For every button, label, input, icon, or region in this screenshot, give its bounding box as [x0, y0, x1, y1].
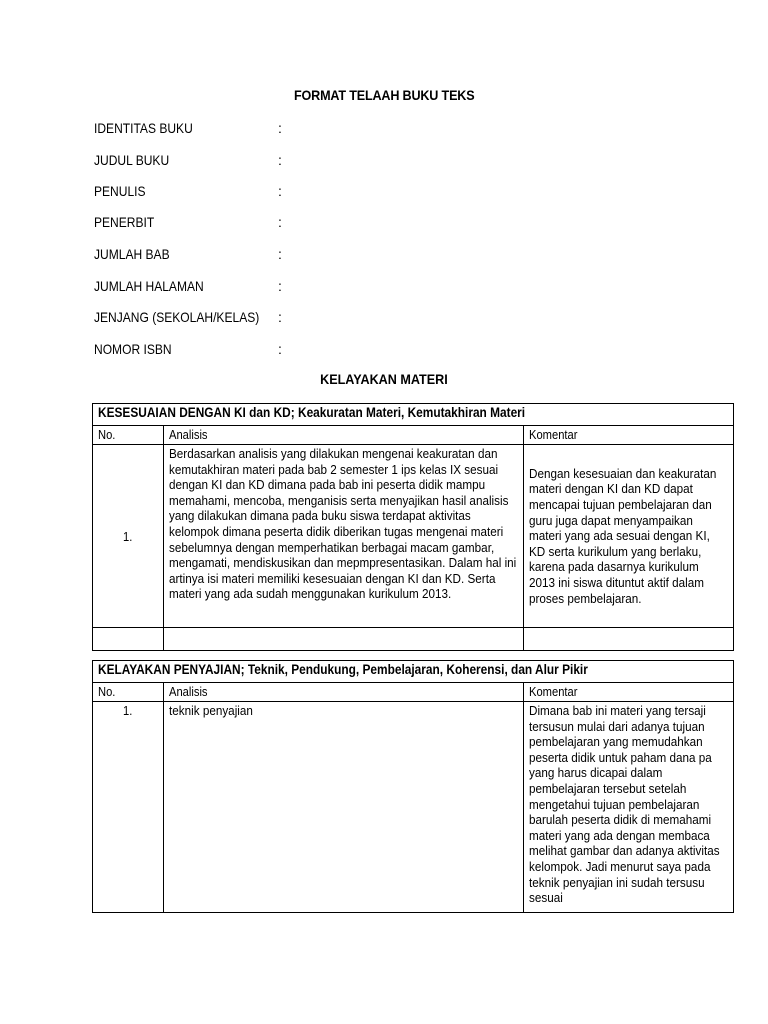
ident-colon: :	[278, 183, 282, 199]
ident-label: PENERBIT	[94, 214, 155, 230]
ident-label: JENJANG (SEKOLAH/KELAS)	[94, 309, 260, 325]
ident-row-penulis	[94, 182, 334, 200]
table-header-row	[93, 404, 734, 426]
table-header-row	[93, 661, 734, 683]
ident-colon: :	[278, 152, 282, 168]
row-number: 1.	[93, 445, 164, 628]
table-header: KELAYAKAN PENYAJIAN; Teknik, Pendukung, Pembelajaran, Koherensi, dan Alur Pikir	[93, 661, 734, 683]
empty-cell	[93, 628, 164, 651]
ident-row-jenjang	[94, 308, 334, 326]
ident-row-isbn	[94, 340, 334, 358]
ident-colon: :	[278, 214, 282, 230]
ident-row-identitas	[94, 119, 334, 137]
ident-row-jumlah-bab	[94, 245, 334, 263]
ident-label: JUDUL BUKU	[94, 152, 170, 168]
ident-colon: :	[278, 120, 282, 136]
column-header-row	[93, 426, 734, 445]
table-kesesuaian	[92, 403, 734, 651]
row-analisis: Berdasarkan analisis yang dilakukan mengenai keakuratan dan kemutakhiran materi pada bab 2 semester 1 ips kelas IX sesuai dengan KI dan KD dimana pada bab ini peserta didik mampu memahami, mencoba, menganisis serta menyajikan hasil analisis yang dilakukan dimana pada buku siswa terdapat aktivitas kelompok dimana peserta didik diberikan tugas mengenai materi sebelumnya dengan memperhatikan berbagai macam gambar, mengamati, mendiskusikan dan mepmpresentasikan. Dalam hal ini artinya isi materi memiliki kesesuaian dengan KI dan KD. Serta materi yang ada sudah menggunakan kurikulum 2013.	[164, 445, 524, 628]
col-analisis-header: Analisis	[164, 426, 524, 445]
table-row-empty	[93, 628, 734, 651]
ident-row-jumlah-halaman	[94, 277, 334, 295]
ident-label: JUMLAH BAB	[94, 246, 170, 262]
column-header-row	[93, 683, 734, 702]
ident-label: PENULIS	[94, 183, 146, 199]
row-komentar: Dimana bab ini materi yang tersaji tersusun mulai dari adanya tujuan pembelajaran yang memudahkan peserta didik untuk paham dana pa yang harus dicapai dalam pembelajaran tersebut setelah mengetahui tujuan pembelajaran barulah peserta didik di memahami materi yang ada dengan membaca melihat gambar dan adanya aktivitas kelompok. Jadi menurut saya pada teknik penyajian ini sudah tersusu sesuai	[524, 702, 734, 913]
row-komentar: Dengan kesesuaian dan keakuratan materi dengan KI dan KD dapat mencapai tujuan pembelajaran dan guru juga dapat menyampaikan materi yang ada sesuai dengan KI, KD serta kurikulum yang berlaku, karena pada dasarnya kurikulum 2013 ini siswa dituntut aktif dalam proses pembelajaran.	[524, 445, 734, 628]
ident-colon: :	[278, 278, 282, 294]
row-analisis: teknik penyajian	[164, 702, 524, 913]
document-title: FORMAT TELAAH BUKU TEKS	[293, 87, 475, 103]
col-no-header: No.	[93, 426, 164, 445]
section-title: KELAYAKAN MATERI	[320, 371, 448, 387]
ident-label: IDENTITAS BUKU	[94, 120, 193, 136]
col-no-header: No.	[93, 683, 164, 702]
ident-colon: :	[278, 341, 282, 357]
col-komentar-header: Komentar	[524, 683, 734, 702]
ident-row-judul	[94, 151, 334, 169]
table-row	[93, 702, 734, 913]
ident-label: NOMOR ISBN	[94, 341, 172, 357]
empty-cell	[164, 628, 524, 651]
table-penyajian	[92, 660, 734, 913]
ident-colon: :	[278, 246, 282, 262]
empty-cell	[524, 628, 734, 651]
col-analisis-header: Analisis	[164, 683, 524, 702]
col-komentar-header: Komentar	[524, 426, 734, 445]
row-number: 1.	[93, 702, 164, 913]
ident-row-penerbit	[94, 213, 334, 231]
table-row	[93, 445, 734, 628]
ident-colon: :	[278, 309, 282, 325]
ident-label: JUMLAH HALAMAN	[94, 278, 204, 294]
table-header: KESESUAIAN DENGAN KI dan KD; Keakuratan Materi, Kemutakhiran Materi	[93, 404, 734, 426]
